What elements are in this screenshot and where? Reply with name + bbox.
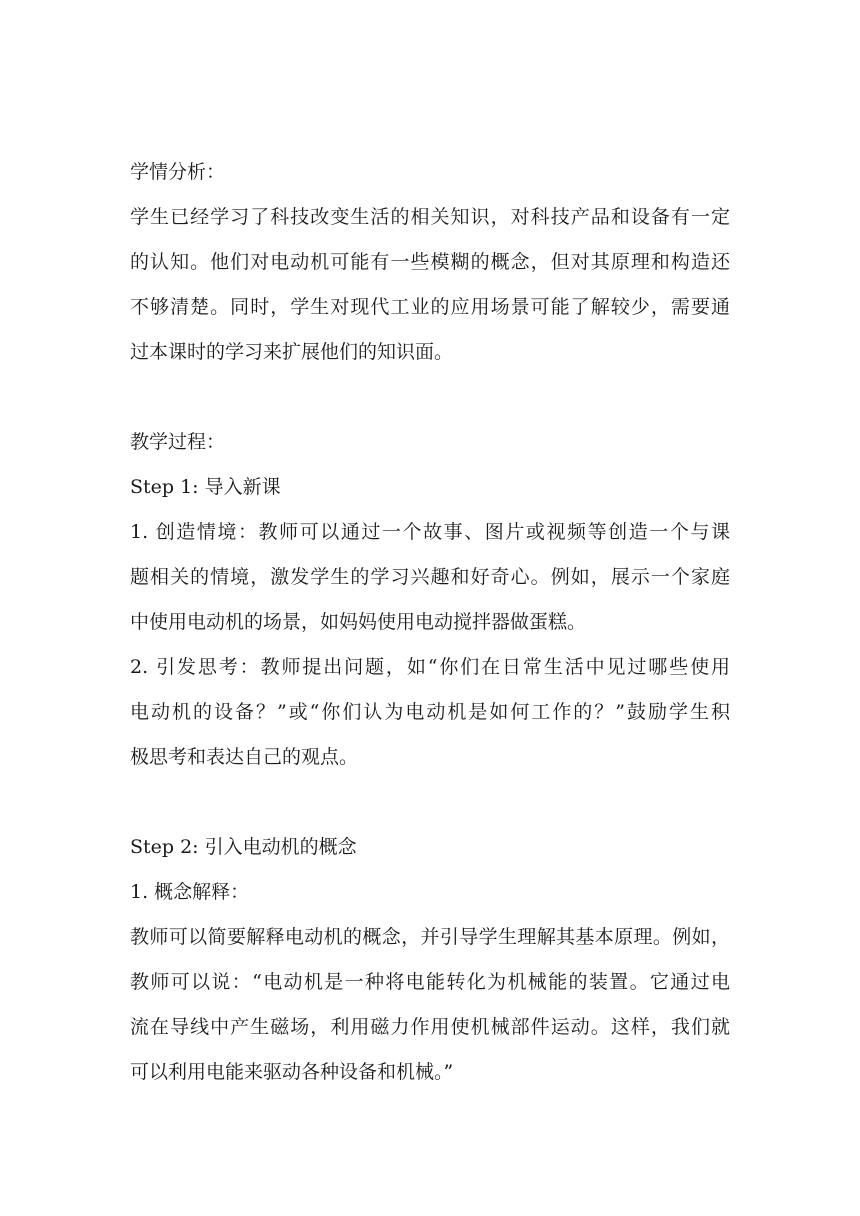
section-heading-learning-analysis: 学情分析： [130, 161, 226, 183]
paragraph-line: 学生已经学习了科技改变生活的相关知识，对科技产品和设备有一定 [130, 206, 730, 228]
step-1-item-1-line: 1. 创造情境：教师可以通过一个故事、图片或视频等创造一个与课 [130, 521, 730, 543]
step-1-item-1-line: 中使用电动机的场景，如妈妈使用电动搅拌器做蛋糕。 [130, 611, 587, 633]
paragraph-line: 的认知。他们对电动机可能有一些模糊的概念，但对其原理和构造还 [130, 251, 730, 273]
step-1-title: Step 1: 导入新课 [130, 476, 281, 498]
step-2-item-1-line: 可以利用电能来驱动各种设备和机械。” [130, 1061, 454, 1083]
step-1-item-1-line: 题相关的情境，激发学生的学习兴趣和好奇心。例如，展示一个家庭 [130, 566, 730, 588]
section-heading-teaching-process: 教学过程： [130, 431, 226, 453]
step-2-item-1-line: 教师可以说：“电动机是一种将电能转化为机械能的装置。它通过电 [130, 971, 730, 993]
step-2-item-1-line: 教师可以简要解释电动机的概念，并引导学生理解其基本原理。例如， [130, 926, 730, 948]
step-2-item-1-label: 1. 概念解释： [130, 881, 250, 903]
step-1-item-2-line: 电动机的设备？”或“你们认为电动机是如何工作的？”鼓励学生积 [130, 701, 730, 723]
step-2-title: Step 2: 引入电动机的概念 [130, 836, 357, 858]
step-2-item-1-line: 流在导线中产生磁场，利用磁力作用使机械部件运动。这样，我们就 [130, 1016, 730, 1038]
document-page [130, 150, 730, 1095]
paragraph-line: 不够清楚。同时，学生对现代工业的应用场景可能了解较少，需要通 [130, 296, 730, 318]
blank-line [130, 375, 730, 420]
paragraph-line: 过本课时的学习来扩展他们的知识面。 [130, 341, 454, 363]
step-1-item-2-line: 极思考和表达自己的观点。 [130, 746, 359, 768]
step-1-item-2-line: 2. 引发思考：教师提出问题，如“你们在日常生活中见过哪些使用 [130, 656, 730, 678]
blank-line [130, 780, 730, 825]
